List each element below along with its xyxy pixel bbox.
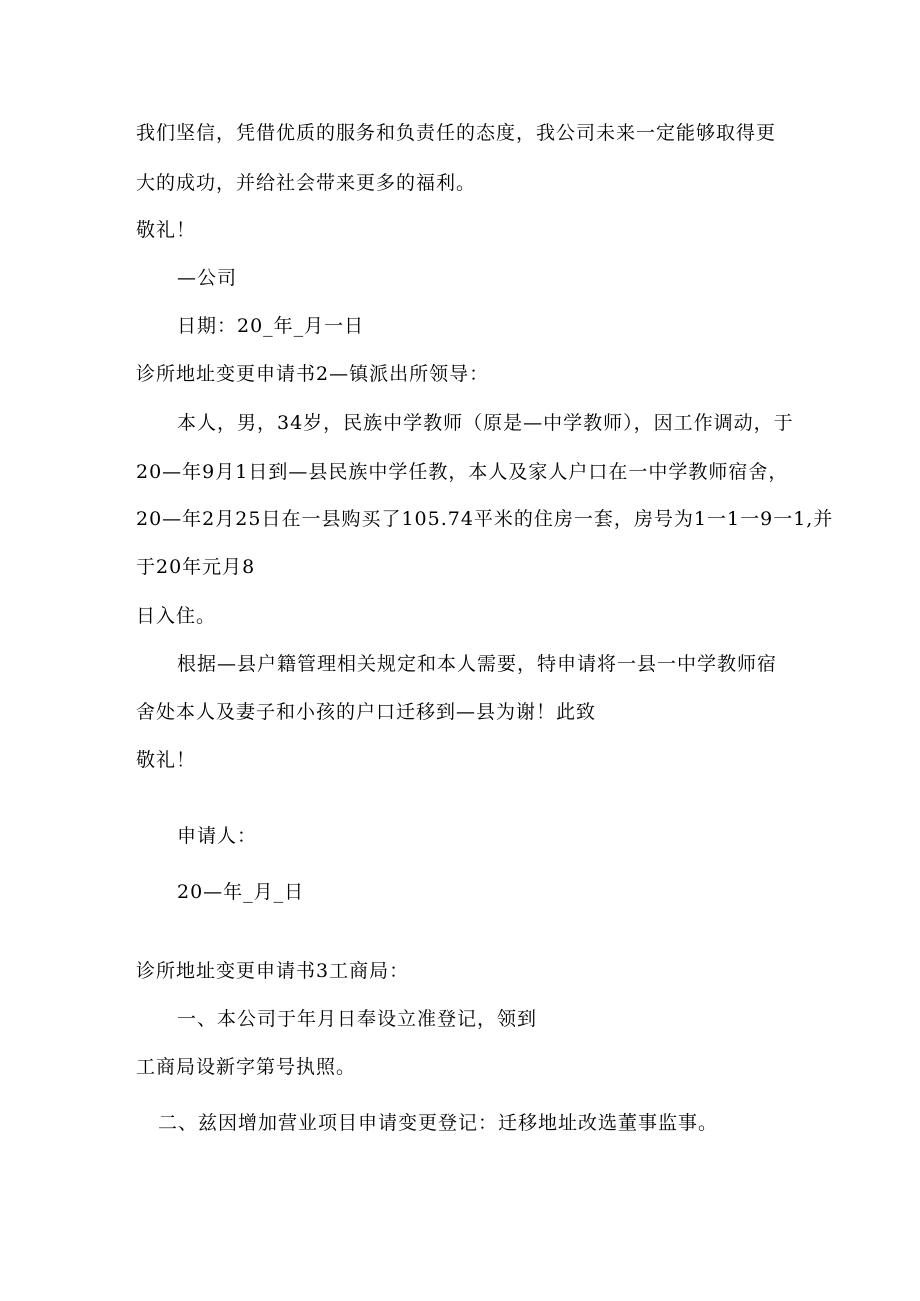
body-line: 一、本公司于年月日奉设立准登记，领到	[177, 1008, 538, 1030]
signature-company: —公司	[177, 267, 238, 289]
applicant-label: 申请人：	[177, 825, 258, 847]
closing-paragraph-line-2: 大的成功，并给社会带来更多的福利。	[136, 172, 477, 194]
body-line: 20—年9月1日到—县民族中学任教，本人及家人户口在一中学教师宿舍，	[136, 461, 789, 483]
body-line: 二、兹因增加营业项目申请变更登记：迁移地址改选董事监事。	[158, 1112, 719, 1134]
salutation: 敬礼！	[136, 219, 197, 241]
body-line: 根据—县户籍管理相关规定和本人需要，特申请将一县一中学教师宿	[177, 653, 778, 675]
body-line: 20—年2月25日在一县购买了105.74平米的住房一套，房号为1一1一9一1,并	[136, 508, 834, 530]
body-line: 工商局设新字第号执照。	[136, 1056, 357, 1078]
salutation: 敬礼！	[136, 749, 197, 771]
signature-date: 日期：20_年_月一日	[177, 315, 365, 337]
application-date: 20—年_月_日	[177, 881, 305, 903]
closing-paragraph-line-1: 我们坚信，凭借优质的服务和负责任的态度，我公司未来一定能够取得更	[136, 122, 777, 144]
body-line: 日入住。	[136, 605, 217, 627]
body-line: 本人，男，34岁，民族中学教师（原是—中学教师），因工作调动，于	[177, 412, 794, 434]
section-heading-2: 诊所地址变更申请书2—镇派出所领导：	[136, 363, 490, 385]
body-line: 于20年元月8	[136, 556, 256, 578]
section-heading-3: 诊所地址变更申请书3工商局：	[136, 960, 410, 982]
body-line: 舍处本人及妻子和小孩的户口迁移到—县为谢！此致	[136, 701, 597, 723]
